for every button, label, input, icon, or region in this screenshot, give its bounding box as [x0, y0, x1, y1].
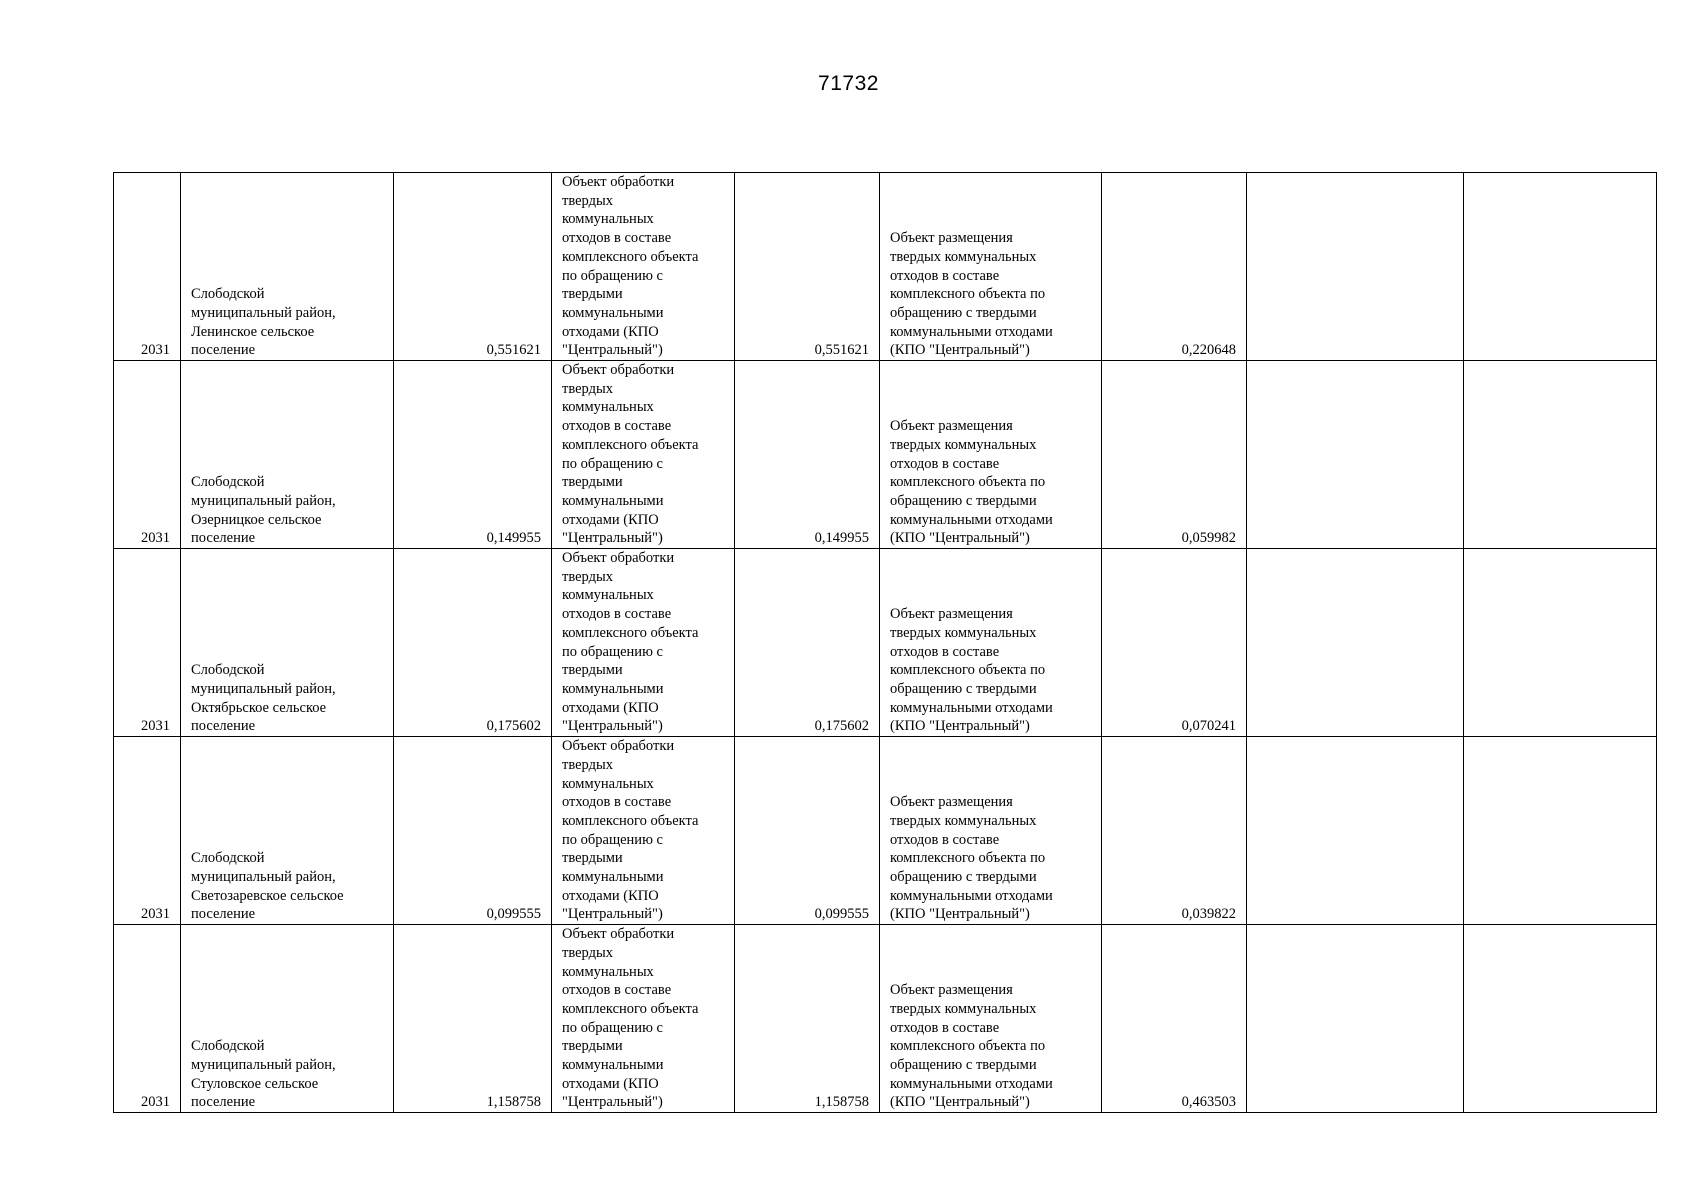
empty-cell [1247, 925, 1464, 1113]
empty-cell [1464, 361, 1657, 549]
processing-volume-cell: 0,551621 [735, 173, 880, 361]
table-row [114, 173, 1657, 361]
waste-volume-cell: 0,175602 [394, 549, 552, 737]
disposal-volume-cell: 0,070241 [1102, 549, 1247, 737]
year-cell: 2031 [114, 173, 181, 361]
empty-cell [1464, 173, 1657, 361]
page-number: 71732 [818, 72, 879, 95]
disposal-volume-cell: 0,220648 [1102, 173, 1247, 361]
waste-volume-cell: 1,158758 [394, 925, 552, 1113]
territory-cell: Слободской муниципальный район, Ленинское сельское поселение [181, 173, 394, 361]
processing-volume-cell: 1,158758 [735, 925, 880, 1113]
empty-cell [1247, 737, 1464, 925]
waste-volume-cell: 0,551621 [394, 173, 552, 361]
waste-flow-table [113, 172, 1657, 1113]
territory-cell: Слободской муниципальный район, Светозаревское сельское поселение [181, 737, 394, 925]
processing-volume-cell: 0,099555 [735, 737, 880, 925]
empty-cell [1464, 737, 1657, 925]
year-cell: 2031 [114, 737, 181, 925]
processing-volume-cell: 0,149955 [735, 361, 880, 549]
processing-object-cell: Объект обработки твердых коммунальных отходов в составе комплексного объекта по обращению с твердыми коммунальными отходами (КПО "Центральный") [552, 925, 735, 1113]
territory-cell: Слободской муниципальный район, Октябрьское сельское поселение [181, 549, 394, 737]
disposal-object-cell: Объект размещения твердых коммунальных отходов в составе комплексного объекта по обращению с твердыми коммунальными отходами (КПО "Центральный") [880, 549, 1102, 737]
empty-cell [1247, 173, 1464, 361]
disposal-object-cell: Объект размещения твердых коммунальных отходов в составе комплексного объекта по обращению с твердыми коммунальными отходами (КПО "Центральный") [880, 361, 1102, 549]
table-row [114, 737, 1657, 925]
year-cell: 2031 [114, 549, 181, 737]
table-row [114, 549, 1657, 737]
disposal-object-cell: Объект размещения твердых коммунальных отходов в составе комплексного объекта по обращению с твердыми коммунальными отходами (КПО "Центральный") [880, 925, 1102, 1113]
processing-object-cell: Объект обработки твердых коммунальных отходов в составе комплексного объекта по обращению с твердыми коммунальными отходами (КПО "Центральный") [552, 737, 735, 925]
empty-cell [1464, 925, 1657, 1113]
processing-object-cell: Объект обработки твердых коммунальных отходов в составе комплексного объекта по обращению с твердыми коммунальными отходами (КПО "Центральный") [552, 361, 735, 549]
year-cell: 2031 [114, 925, 181, 1113]
disposal-volume-cell: 0,039822 [1102, 737, 1247, 925]
disposal-volume-cell: 0,059982 [1102, 361, 1247, 549]
processing-object-cell: Объект обработки твердых коммунальных отходов в составе комплексного объекта по обращению с твердыми коммунальными отходами (КПО "Центральный") [552, 549, 735, 737]
disposal-object-cell: Объект размещения твердых коммунальных отходов в составе комплексного объекта по обращению с твердыми коммунальными отходами (КПО "Центральный") [880, 737, 1102, 925]
waste-volume-cell: 0,099555 [394, 737, 552, 925]
disposal-volume-cell: 0,463503 [1102, 925, 1247, 1113]
territory-cell: Слободской муниципальный район, Стуловское сельское поселение [181, 925, 394, 1113]
empty-cell [1247, 361, 1464, 549]
year-cell: 2031 [114, 361, 181, 549]
territory-cell: Слободской муниципальный район, Озерницкое сельское поселение [181, 361, 394, 549]
disposal-object-cell: Объект размещения твердых коммунальных отходов в составе комплексного объекта по обращению с твердыми коммунальными отходами (КПО "Центральный") [880, 173, 1102, 361]
empty-cell [1464, 549, 1657, 737]
processing-volume-cell: 0,175602 [735, 549, 880, 737]
table-row [114, 925, 1657, 1113]
table-row [114, 361, 1657, 549]
empty-cell [1247, 549, 1464, 737]
processing-object-cell: Объект обработки твердых коммунальных отходов в составе комплексного объекта по обращению с твердыми коммунальными отходами (КПО "Центральный") [552, 173, 735, 361]
waste-volume-cell: 0,149955 [394, 361, 552, 549]
